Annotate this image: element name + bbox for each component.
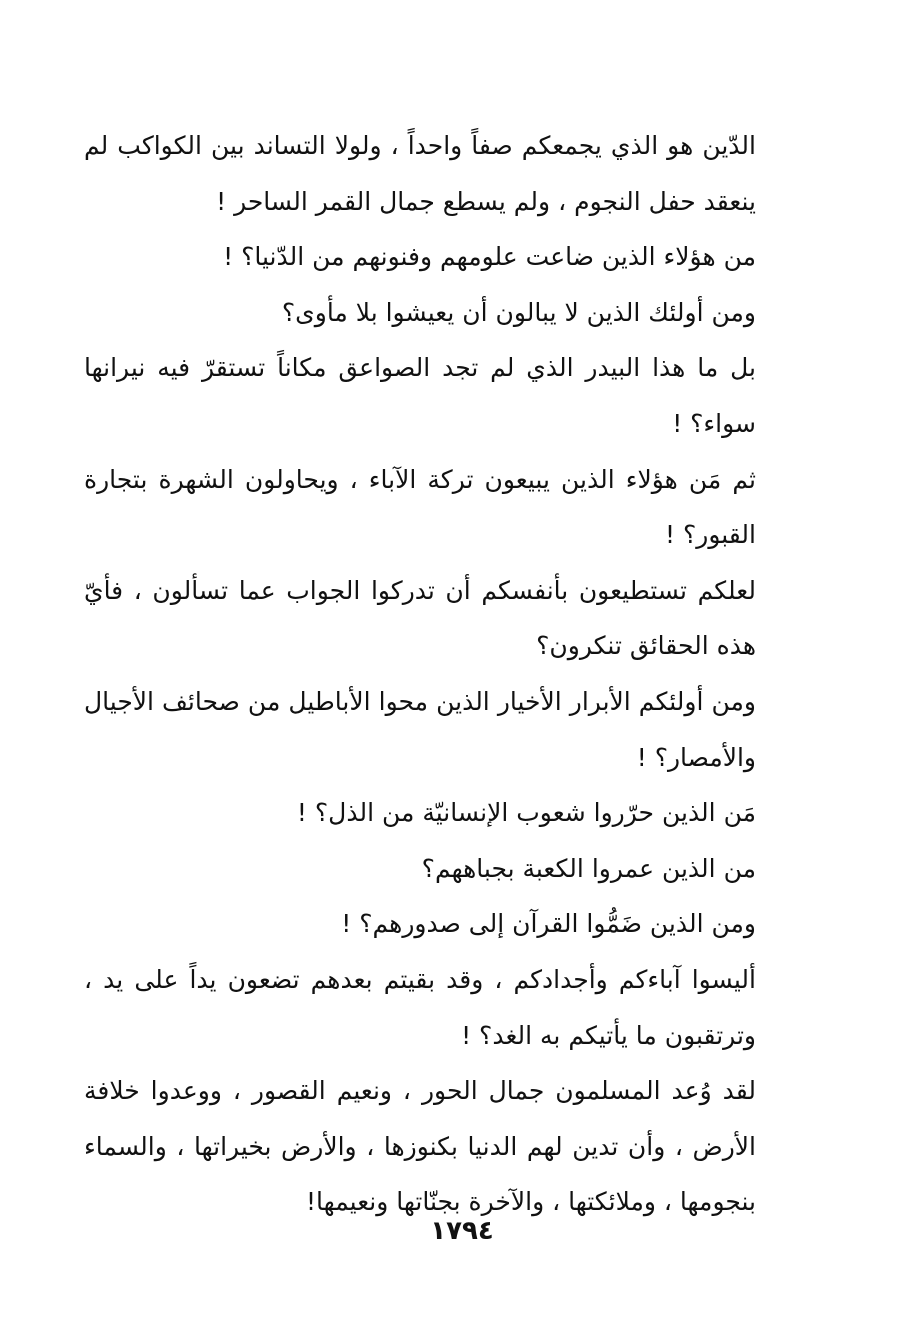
paragraph: من الذين عمروا الكعبة بجباههم؟ bbox=[421, 853, 756, 883]
paragraph: ثم مَن هؤلاء الذين يبيعون تركة الآباء ، ويحاولون الشهرة بتجارة القبور؟ ! bbox=[84, 464, 756, 550]
body-text bbox=[84, 118, 756, 1230]
paragraph: لقد وُعد المسلمون جمال الحور ، ونعيم القصور ، ووعدوا خلافة الأرض ، وأن تدين لهم الدنيا بكنوزها ، والأرض بخيراتها ، والسماء بنجومها ، وملائكتها ، والآخرة بجنّاتها ونعيمها! bbox=[84, 1076, 756, 1217]
paragraph: ومن الذين ضَمُّوا القرآن إلى صدورهم؟ ! bbox=[341, 909, 756, 939]
paragraph: بل ما هذا البيدر الذي لم تجد الصواعق مكاناً تستقرّ فيه نيرانها سواء؟ ! bbox=[84, 353, 756, 438]
paragraph: مَن الذين حرّروا شعوب الإنسانيّة من الذل؟ ! bbox=[296, 798, 756, 828]
paragraph: ومن أولئكم الأبرار الأخيار الذين محوا الأباطيل من صحائف الأجيال والأمصار؟ ! bbox=[84, 686, 756, 772]
paragraph: الدّين هو الذي يجمعكم صفاً واحداً ، ولولا التساند بين الكواكب لم ينعقد حفل النجوم ، ولم يسطع جمال القمر الساحر ! bbox=[84, 131, 756, 216]
paragraph: أليسوا آباءكم وأجدادكم ، وقد بقيتم بعدهم تضعون يداً على يد ، وترتقبون ما يأتيكم به الغد؟ ! bbox=[84, 964, 756, 1050]
paragraph: لعلكم تستطيعون بأنفسكم أن تدركوا الجواب عما تسألون ، فأيّ هذه الحقائق تنكرون؟ bbox=[84, 575, 756, 661]
page-number: ١٧٩٤ bbox=[430, 1216, 494, 1246]
paragraph: ومن أولئك الذين لا يبالون أن يعيشوا بلا مأوى؟ bbox=[281, 297, 756, 327]
paragraph: من هؤلاء الذين ضاعت علومهم وفنونهم من الدّنيا؟ ! bbox=[223, 242, 756, 272]
